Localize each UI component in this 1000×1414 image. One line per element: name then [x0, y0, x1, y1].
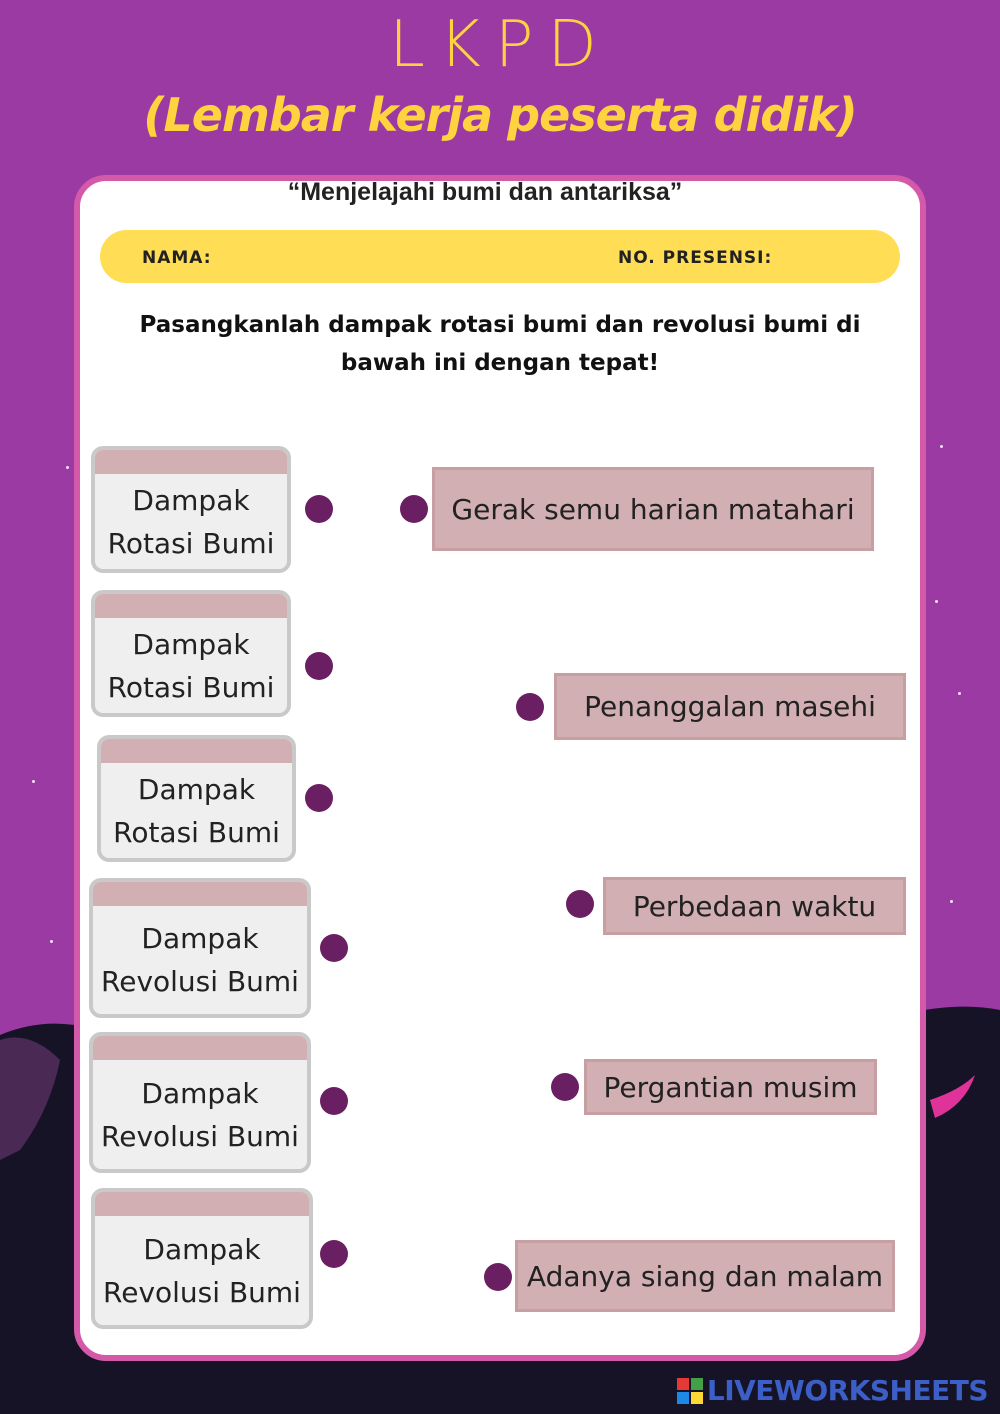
box-tab [95, 450, 287, 474]
star-decoration [958, 692, 961, 695]
right-match-box[interactable]: Perbedaan waktu [603, 877, 906, 935]
left-match-label: Dampak Revolusi Bumi [101, 922, 299, 998]
left-match-label: Dampak Rotasi Bumi [107, 483, 275, 560]
star-decoration [32, 780, 35, 783]
worksheet-theme: “Menjelajahi bumi dan antariksa” [287, 178, 683, 206]
connector-dot[interactable] [551, 1073, 579, 1101]
right-match-box[interactable]: Gerak semu harian matahari [432, 467, 874, 551]
brand-text: LIVEWORKSHEETS [706, 1374, 988, 1407]
left-match-label: Dampak Revolusi Bumi [101, 1076, 299, 1153]
left-match-box[interactable] [91, 446, 291, 573]
right-match-box[interactable]: Penanggalan masehi [554, 673, 906, 740]
connector-dot[interactable] [305, 784, 333, 812]
name-label: NAMA: [142, 248, 212, 268]
connector-dot[interactable] [566, 890, 594, 918]
star-decoration [66, 466, 69, 469]
page-subtitle: (Lembar kerja peserta didik) [143, 88, 857, 142]
connector-dot[interactable] [320, 1087, 348, 1115]
box-tab [101, 739, 292, 763]
right-match-box[interactable]: Adanya siang dan malam [515, 1240, 895, 1312]
presence-label: NO. PRESENSI: [618, 248, 773, 268]
left-match-box[interactable] [89, 1032, 311, 1173]
right-match-box[interactable]: Pergantian musim [584, 1059, 877, 1115]
connector-dot[interactable] [320, 934, 348, 962]
connector-dot[interactable] [320, 1240, 348, 1268]
left-match-label: Dampak Rotasi Bumi [107, 627, 275, 704]
connector-dot[interactable] [516, 693, 544, 721]
page-title: LKPD [389, 8, 611, 82]
left-match-label: Dampak Rotasi Bumi [113, 772, 280, 849]
connector-dot[interactable] [484, 1263, 512, 1291]
connector-dot[interactable] [400, 495, 428, 523]
liveworksheets-brand[interactable] [677, 1374, 988, 1407]
liveworksheets-logo-icon [677, 1378, 703, 1404]
box-tab [93, 1036, 307, 1060]
instruction-text: Pasangkanlah dampak rotasi bumi dan revolusi bumi di bawah ini dengan tepat! [139, 312, 861, 376]
left-match-label: Dampak Revolusi Bumi [103, 1232, 301, 1309]
left-match-box[interactable] [91, 590, 291, 717]
student-info-bar [100, 230, 900, 283]
star-decoration [950, 900, 953, 903]
left-match-box[interactable] [89, 878, 311, 1018]
box-tab [95, 594, 287, 618]
box-tab [93, 882, 307, 906]
left-match-box[interactable] [97, 735, 296, 862]
box-tab [95, 1192, 309, 1216]
star-decoration [940, 445, 943, 448]
star-decoration [935, 600, 938, 603]
star-decoration [50, 940, 53, 943]
connector-dot[interactable] [305, 495, 333, 523]
connector-dot[interactable] [305, 652, 333, 680]
left-match-box[interactable] [91, 1188, 313, 1329]
